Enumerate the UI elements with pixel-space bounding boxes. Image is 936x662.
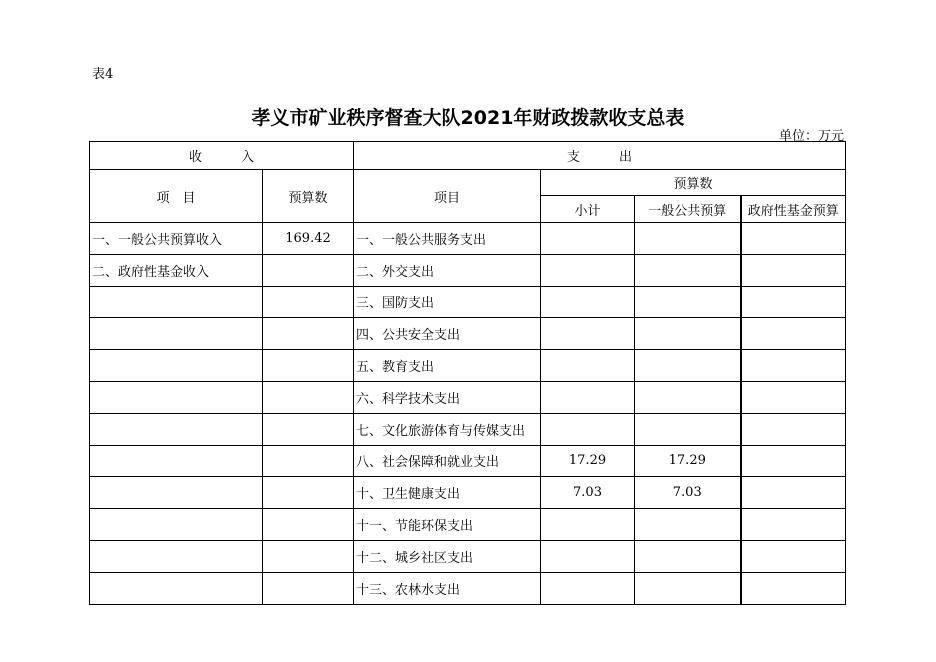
income-item-header: 项 目	[90, 170, 263, 223]
expense-item-cell: 一、一般公共服务支出	[354, 223, 541, 255]
table-tag: 表4	[92, 67, 114, 82]
expense-budget-header: 预算数	[541, 170, 846, 196]
fund-budget-cell	[741, 509, 846, 541]
expense-item-header: 项目	[354, 170, 541, 223]
fund-budget-cell	[741, 318, 846, 350]
table-row	[90, 477, 846, 509]
header-row-1	[90, 142, 846, 170]
general-budget-cell	[635, 286, 741, 318]
subtotal-header: 小计	[541, 196, 635, 223]
table-row	[90, 540, 846, 572]
income-item-cell	[90, 350, 263, 382]
fund-budget-cell	[741, 413, 846, 445]
fund-budget-cell	[741, 540, 846, 572]
general-budget-header: 一般公共预算	[635, 196, 741, 223]
expense-item-cell: 十、卫生健康支出	[354, 477, 541, 509]
table-row	[90, 350, 846, 382]
table-row	[90, 413, 846, 445]
expense-item-cell: 五、教育支出	[354, 350, 541, 382]
subtotal-cell: 17.29	[541, 445, 635, 477]
general-budget-cell: 7.03	[635, 477, 741, 509]
table-row	[90, 509, 846, 541]
expense-item-cell: 八、社会保障和就业支出	[354, 445, 541, 477]
table-row	[90, 286, 846, 318]
expense-item-cell: 十三、农林水支出	[354, 572, 541, 604]
income-value-cell	[263, 318, 354, 350]
general-budget-cell	[635, 350, 741, 382]
income-item-cell	[90, 572, 263, 604]
income-item-cell	[90, 318, 263, 350]
table-row	[90, 445, 846, 477]
expense-item-cell: 四、公共安全支出	[354, 318, 541, 350]
fund-budget-cell	[741, 572, 846, 604]
subtotal-cell	[541, 572, 635, 604]
subtotal-cell	[541, 413, 635, 445]
subtotal-cell	[541, 381, 635, 413]
header-row-2	[90, 170, 846, 196]
income-value-cell	[263, 572, 354, 604]
table-row	[90, 254, 846, 286]
subtotal-cell	[541, 223, 635, 255]
fund-budget-cell	[741, 286, 846, 318]
general-budget-cell	[635, 254, 741, 286]
income-item-cell	[90, 413, 263, 445]
expense-item-cell: 十一、节能环保支出	[354, 509, 541, 541]
fund-budget-cell	[741, 477, 846, 509]
subtotal-cell	[541, 318, 635, 350]
table-row	[90, 572, 846, 604]
subtotal-cell	[541, 286, 635, 318]
general-budget-cell	[635, 572, 741, 604]
income-budget-header: 预算数	[263, 170, 354, 223]
unit-label: 单位：万元	[778, 129, 844, 144]
income-item-cell	[90, 477, 263, 509]
table-row	[90, 381, 846, 413]
income-value-cell: 169.42	[263, 223, 354, 255]
general-budget-cell: 17.29	[635, 445, 741, 477]
general-budget-cell	[635, 509, 741, 541]
general-budget-cell	[635, 318, 741, 350]
income-item-cell: 二、政府性基金收入	[90, 254, 263, 286]
income-value-cell	[263, 254, 354, 286]
income-value-cell	[263, 540, 354, 572]
table-row	[90, 223, 846, 255]
income-value-cell	[263, 445, 354, 477]
expense-item-cell: 七、文化旅游体育与传媒支出	[354, 413, 541, 445]
income-value-cell	[263, 509, 354, 541]
income-item-cell	[90, 509, 263, 541]
income-value-cell	[263, 286, 354, 318]
subtotal-cell	[541, 540, 635, 572]
expense-item-cell: 二、外交支出	[354, 254, 541, 286]
expense-item-cell: 三、国防支出	[354, 286, 541, 318]
income-value-cell	[263, 413, 354, 445]
income-value-cell	[263, 477, 354, 509]
fund-budget-header: 政府性基金预算	[741, 196, 846, 223]
general-budget-cell	[635, 413, 741, 445]
subtotal-cell: 7.03	[541, 477, 635, 509]
income-item-cell	[90, 445, 263, 477]
page-title: 孝义市矿业秩序督查大队2021年财政拨款收支总表	[251, 107, 685, 129]
income-item-cell	[90, 540, 263, 572]
income-header: 收 入	[90, 142, 354, 170]
general-budget-cell	[635, 223, 741, 255]
income-item-cell	[90, 381, 263, 413]
general-budget-cell	[635, 540, 741, 572]
income-item-cell: 一、一般公共预算收入	[90, 223, 263, 255]
expense-item-cell: 六、科学技术支出	[354, 381, 541, 413]
subtotal-cell	[541, 350, 635, 382]
subtotal-cell	[541, 509, 635, 541]
general-budget-cell	[635, 381, 741, 413]
fund-budget-cell	[741, 381, 846, 413]
expense-item-cell: 十二、城乡社区支出	[354, 540, 541, 572]
fund-budget-cell	[741, 445, 846, 477]
subtotal-cell	[541, 254, 635, 286]
budget-table	[89, 141, 846, 605]
fund-budget-cell	[741, 350, 846, 382]
fund-budget-cell	[741, 223, 846, 255]
income-item-cell	[90, 286, 263, 318]
income-value-cell	[263, 350, 354, 382]
fund-budget-cell	[741, 254, 846, 286]
income-value-cell	[263, 381, 354, 413]
expense-header: 支 出	[354, 142, 846, 170]
table-row	[90, 318, 846, 350]
